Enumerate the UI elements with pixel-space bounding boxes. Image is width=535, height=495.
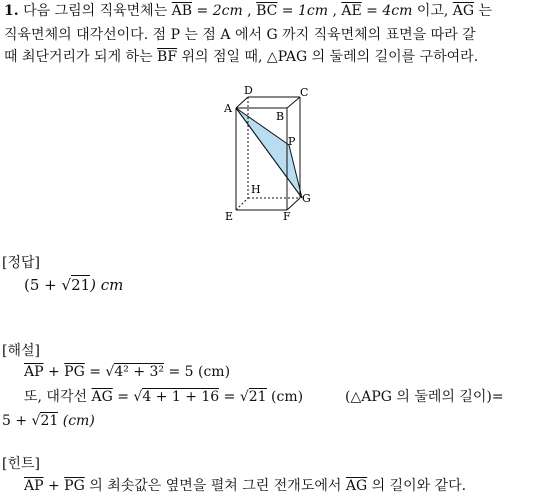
segment-ab: $\overline{AB}$ bbox=[171, 3, 193, 19]
segment-ae: $\overline{AE}$ bbox=[341, 3, 362, 19]
text: 의 길이와 같다. bbox=[367, 478, 467, 494]
label-h: H bbox=[251, 183, 261, 196]
label-d: D bbox=[244, 84, 253, 97]
edge-bc bbox=[287, 97, 300, 108]
sqrt-symbol: √ bbox=[239, 389, 249, 405]
segment-ag: $\overline{AG}$ bbox=[452, 3, 475, 19]
cuboid-figure bbox=[222, 84, 322, 224]
explanation-line-2 bbox=[24, 388, 303, 406]
label-a: A bbox=[224, 102, 232, 115]
problem-line-2: 직육면체의 대각선이다. 점 P 는 점 A 에서 G 까지 직육면체의 표면을 따라 갈 bbox=[4, 27, 476, 43]
text: 의 최솟값은 옆면을 펼쳐 그린 전개도에서 bbox=[84, 478, 346, 494]
separator: , bbox=[242, 3, 257, 19]
edge-eh bbox=[236, 198, 248, 210]
plus: + bbox=[43, 478, 65, 494]
sqrt-symbol: √ bbox=[31, 413, 41, 429]
hint-line bbox=[24, 477, 466, 495]
text: 또, 대각선 bbox=[24, 389, 92, 405]
problem-text: 때 최단거리가 되게 하는 bbox=[4, 49, 158, 65]
equals: = bbox=[112, 389, 134, 405]
result: (cm) bbox=[58, 413, 95, 429]
edge-fg bbox=[287, 198, 300, 210]
segment-ag: $\overline{AG}$ bbox=[91, 389, 113, 405]
value-bc: = 1cm bbox=[277, 3, 329, 19]
sqrt-symbol: √ bbox=[61, 276, 72, 294]
result: = 5 (cm) bbox=[164, 364, 231, 380]
problem-text: 위의 점일 때, △PAG 의 둘레의 길이를 구하여라. bbox=[177, 49, 479, 65]
segment-ap: $\overline{AP}$ bbox=[24, 364, 44, 380]
radicand: 21 bbox=[248, 389, 267, 405]
segment-ap: $\overline{AP}$ bbox=[24, 478, 44, 494]
text: 5 + bbox=[2, 413, 32, 429]
label-c: C bbox=[300, 86, 309, 99]
explanation-line-1 bbox=[24, 363, 230, 381]
segment-bf: $\overline{BF}$ bbox=[157, 49, 178, 65]
radicand: 4 + 1 + 16 bbox=[142, 389, 220, 405]
equals: = bbox=[219, 389, 240, 405]
sqrt-symbol: √ bbox=[133, 389, 143, 405]
segment-pg: $\overline{PG}$ bbox=[64, 478, 85, 494]
value-ae: = 4cm bbox=[361, 3, 413, 19]
problem-text: 이고, bbox=[412, 3, 453, 19]
problem-number: 1. bbox=[4, 3, 19, 19]
value-ab: = 2cm bbox=[192, 3, 243, 19]
problem-text: 다음 그림의 직육면체는 bbox=[23, 3, 172, 19]
radicand: 21 bbox=[40, 413, 59, 429]
segment-bc: $\overline{BC}$ bbox=[256, 3, 278, 19]
plus: + bbox=[43, 364, 65, 380]
result: (cm) bbox=[266, 389, 304, 405]
explanation-note: (△APG 의 둘레의 길이)= bbox=[345, 389, 504, 405]
diagonal-ag bbox=[236, 108, 302, 198]
problem-line-3 bbox=[4, 48, 478, 66]
edge-ad bbox=[236, 97, 248, 108]
label-g: G bbox=[302, 192, 311, 205]
segment-pg: $\overline{PG}$ bbox=[64, 364, 85, 380]
hint-header: [힌트] bbox=[2, 456, 40, 472]
label-b: B bbox=[276, 110, 285, 123]
label-e: E bbox=[225, 210, 234, 223]
label-p: P bbox=[288, 135, 296, 148]
answer-text: (5 + bbox=[24, 276, 62, 294]
answer-header: [정답] bbox=[2, 255, 40, 271]
explanation-line-3 bbox=[2, 412, 95, 430]
separator: , bbox=[328, 3, 342, 19]
answer-expression bbox=[24, 276, 123, 294]
segment-ag: $\overline{AG}$ bbox=[345, 478, 368, 494]
sqrt-symbol: √ bbox=[105, 364, 115, 380]
problem-text: 는 bbox=[474, 3, 493, 19]
problem-line-1 bbox=[4, 2, 492, 20]
answer-radicand: 21 bbox=[71, 276, 91, 294]
label-f: F bbox=[283, 210, 291, 223]
equals: = bbox=[84, 364, 106, 380]
explanation-header: [해설] bbox=[2, 343, 40, 359]
answer-unit: ) cm bbox=[90, 276, 124, 294]
radicand: 4² + 3² bbox=[114, 364, 165, 380]
